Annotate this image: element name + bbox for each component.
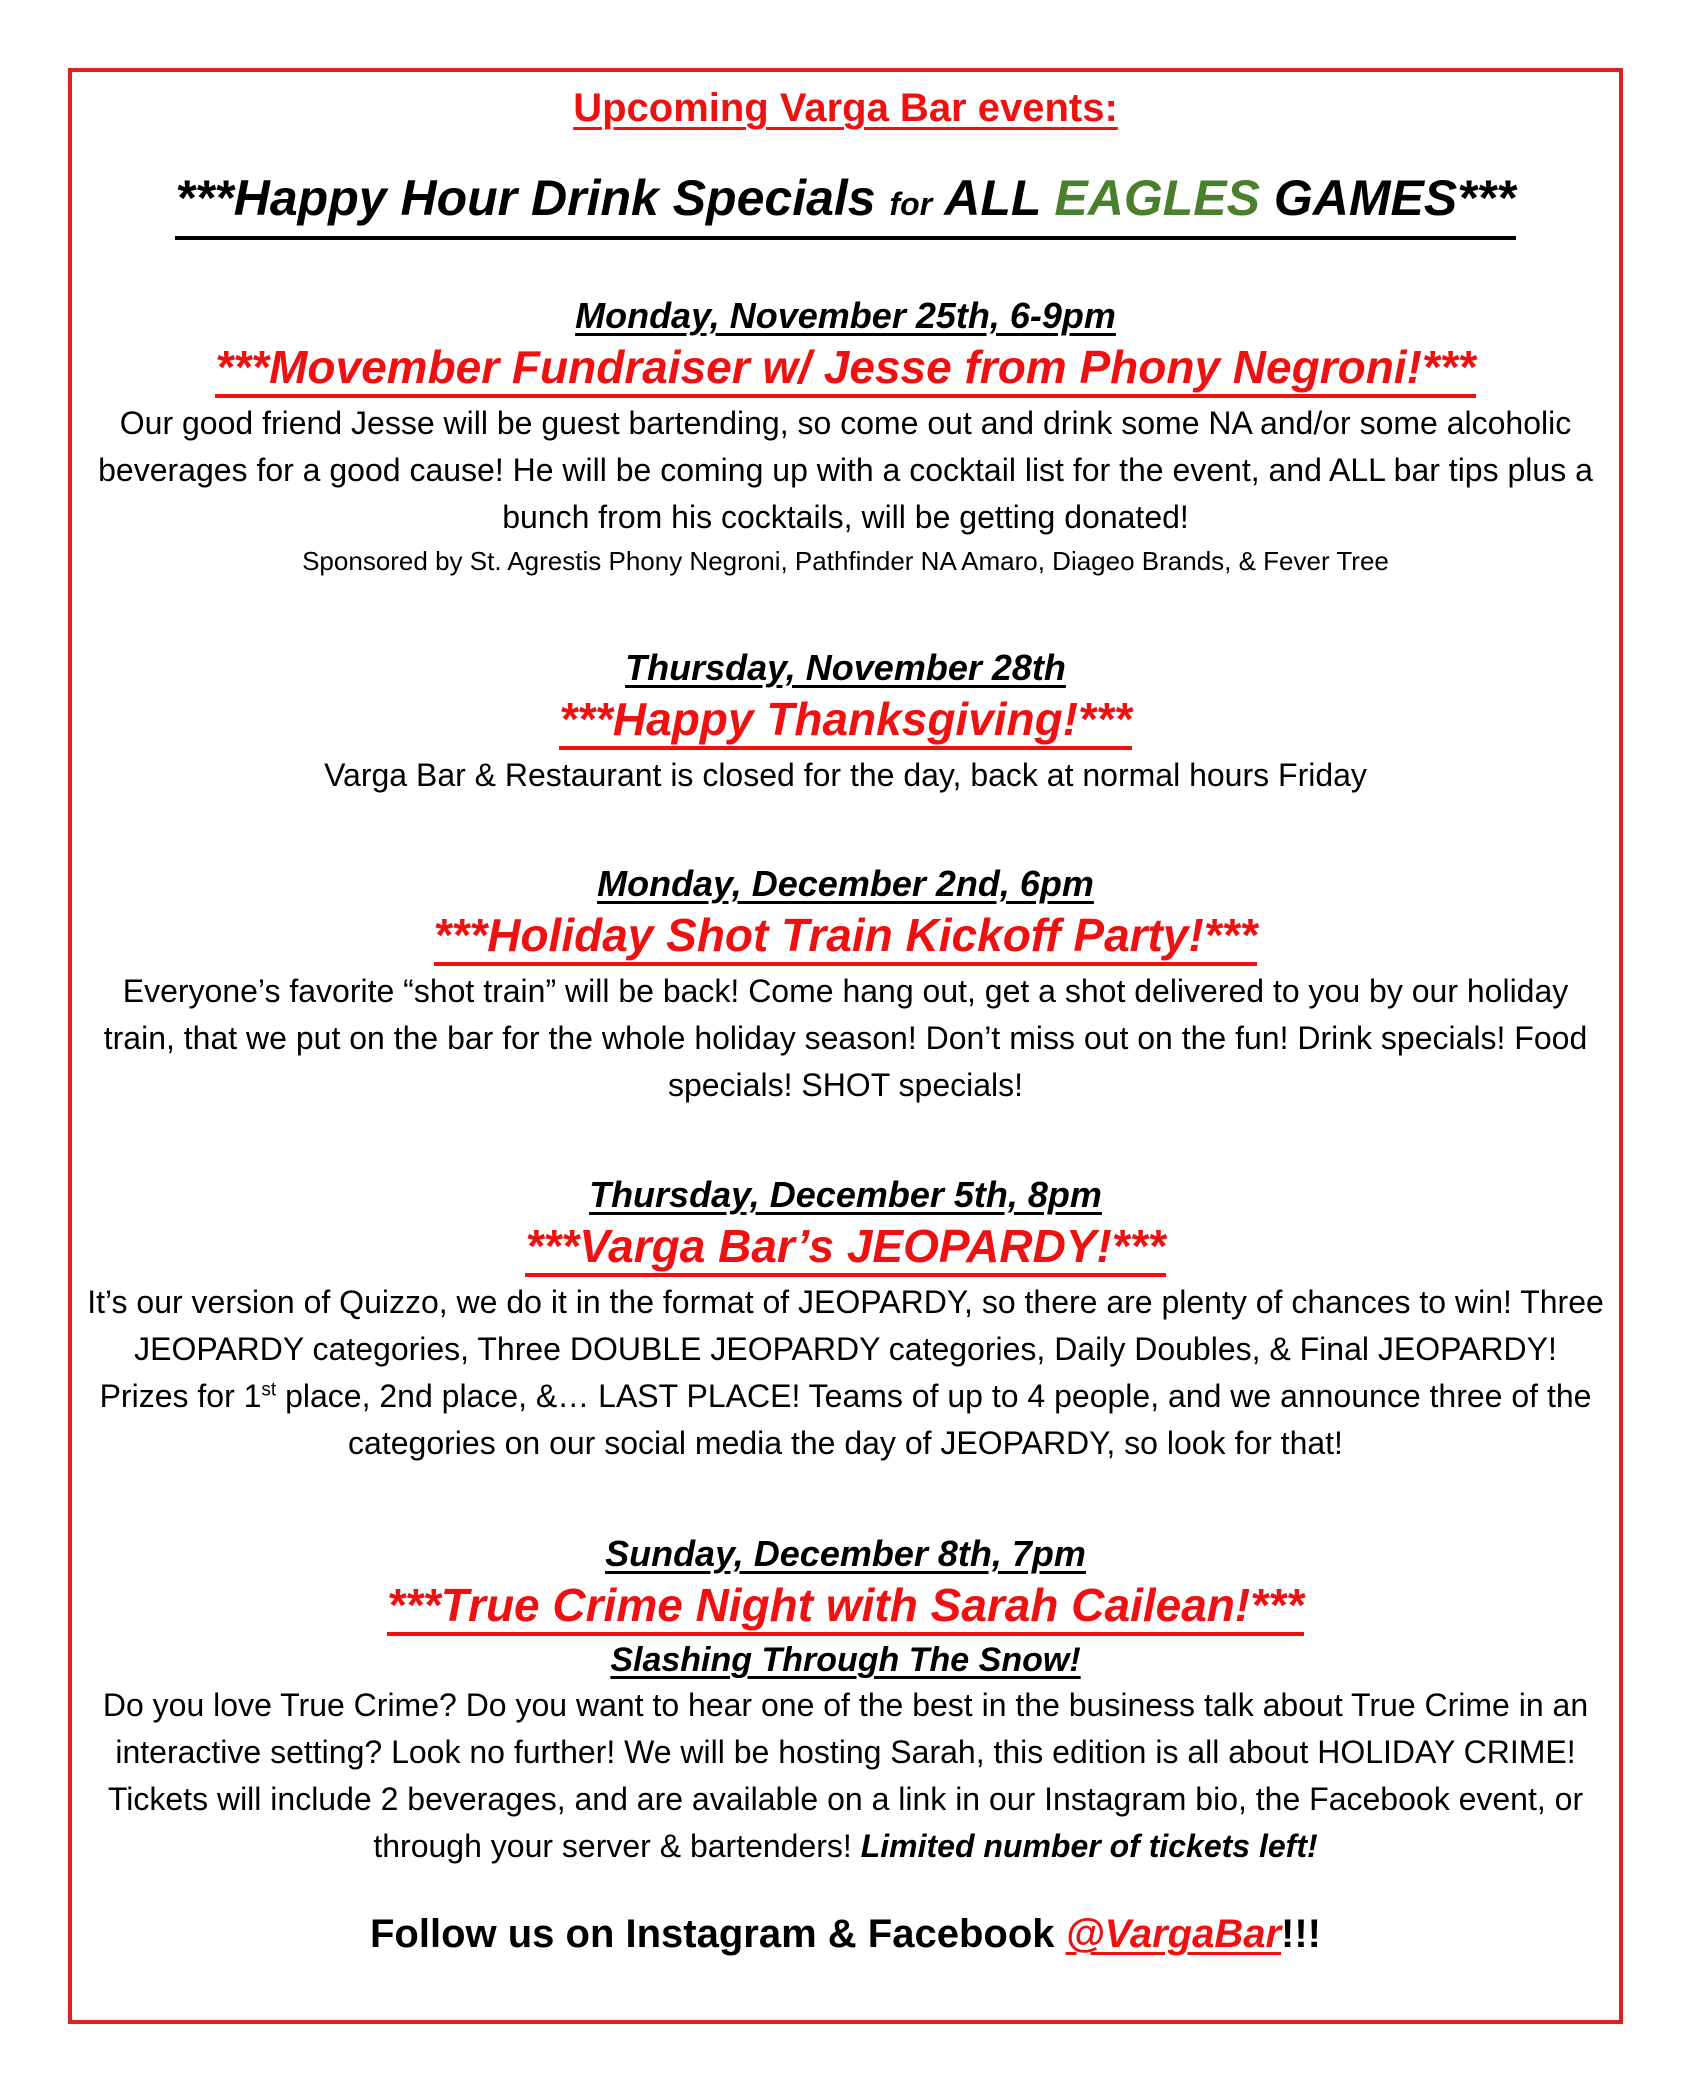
event-description: Everyone’s favorite “shot train” will be back! Come hang out, get a shot delivered to you by our holiday train, that we put on the bar for the whole holiday season! Don’t miss out on the fun! Drink specials! Food specials! SHOT specials!	[103, 973, 1588, 1103]
banner-line	[175, 168, 1515, 240]
event-name-text: ***Varga Bar’s JEOPARDY!***	[525, 1219, 1165, 1277]
event-true-crime	[72, 1532, 1619, 1870]
banner-eagles: EAGLES	[1054, 170, 1260, 226]
banner-all: ALL	[932, 170, 1055, 226]
social-handle-link[interactable]: @VargaBar	[1065, 1912, 1282, 1956]
event-description	[72, 1279, 1619, 1467]
follow-text: Follow us on Instagram & Facebook	[369, 1912, 1066, 1956]
event-name-text: ***Movember Fundraiser w/ Jesse from Phony Negroni!***	[215, 340, 1475, 398]
event-description	[72, 1682, 1619, 1870]
event-shot-train	[72, 862, 1619, 1109]
description-part2: place, 2nd place, &… LAST PLACE! Teams of up to 4 people, and we announce three of the categories on our social media the day of JEOPARDY, so look for that!	[276, 1378, 1592, 1461]
event-name	[72, 690, 1619, 752]
event-name-text: ***True Crime Night with Sarah Cailean!***	[387, 1578, 1304, 1636]
event-thanksgiving	[72, 646, 1619, 799]
tickets-left-note: Limited number of tickets left!	[860, 1828, 1318, 1864]
banner-suffix: GAMES***	[1259, 170, 1516, 226]
social-follow	[72, 1912, 1619, 1957]
ordinal-suffix: st	[261, 1379, 277, 1401]
event-date: Thursday, November 28th	[625, 647, 1066, 688]
event-name	[72, 338, 1619, 400]
happy-hour-banner	[72, 168, 1619, 240]
event-movember	[72, 294, 1619, 581]
banner-prefix: ***Happy Hour Drink Specials	[175, 170, 890, 226]
event-sponsor: Sponsored by St. Agrestis Phony Negroni, Pathfinder NA Amaro, Diageo Brands, & Fever Tree	[302, 546, 1389, 576]
event-name	[72, 1576, 1619, 1638]
page-title: Upcoming Varga Bar events:	[573, 86, 1118, 130]
event-name	[72, 906, 1619, 968]
event-description: Our good friend Jesse will be guest bartending, so come out and drink some NA and/or some alcoholic beverages for a good cause! He will be coming up with a cocktail list for the event, and ALL bar tips plus a bunch from his cocktails, will be getting donated!	[98, 405, 1593, 535]
event-jeopardy	[72, 1173, 1619, 1467]
description-part1: It’s our version of Quizzo, we do it in the format of JEOPARDY, so there are plenty of chances to win! Three JEOPARDY categories, Three DOUBLE JEOPARDY categories, Daily Doubles, & Final JEOPARDY! Prizes for 1	[87, 1284, 1604, 1414]
event-description: Varga Bar & Restaurant is closed for the day, back at normal hours Friday	[324, 757, 1367, 793]
description-text: Do you love True Crime? Do you want to hear one of the best in the business talk about True Crime in an interactive setting? Look no further! We will be hosting Sarah, this edition is all about HOLIDAY CRIME! Tickets will include 2 beverages, and are available on a link in our Instagram bio, the Facebook event, or through your server & bartenders!	[102, 1687, 1589, 1864]
event-date: Monday, December 2nd, 6pm	[597, 863, 1094, 904]
flyer-frame	[68, 68, 1623, 2024]
event-subtitle: Slashing Through The Snow!	[610, 1641, 1081, 1679]
event-name-text: ***Holiday Shot Train Kickoff Party!***	[434, 908, 1258, 966]
event-date: Sunday, December 8th, 7pm	[605, 1533, 1086, 1574]
event-date: Thursday, December 5th, 8pm	[589, 1174, 1102, 1215]
event-name	[72, 1217, 1619, 1279]
banner-for: for	[889, 186, 933, 222]
follow-suffix: !!!	[1281, 1912, 1321, 1956]
event-name-text: ***Happy Thanksgiving!***	[559, 692, 1132, 750]
event-date: Monday, November 25th, 6-9pm	[575, 295, 1116, 336]
